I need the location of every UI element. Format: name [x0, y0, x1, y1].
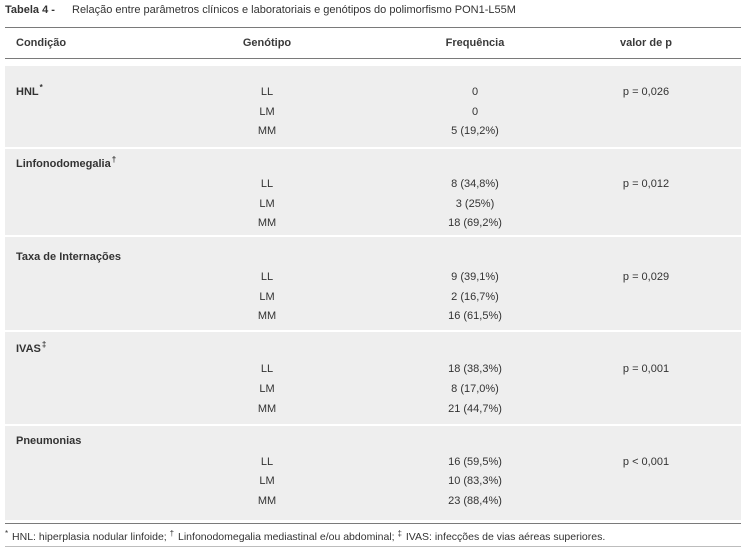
footnote-marker: † — [111, 155, 117, 165]
table-row — [5, 382, 741, 396]
caption-title: Relação entre parâmetros clínicos e laboratoriais e genótipos do polimorfismo PON1-L55M — [72, 4, 516, 16]
table-row — [5, 105, 741, 119]
frequency-cell: 2 (16,7%) — [451, 291, 499, 303]
header-p-value: valor de p — [620, 37, 672, 49]
condition-name — [16, 250, 121, 264]
footnote-marker: * — [39, 83, 43, 93]
p-value-cell: p = 0,012 — [622, 178, 670, 190]
genotype-cell: LL — [260, 178, 274, 190]
genotype-cell: LM — [259, 383, 275, 395]
footnote-marker: * — [5, 528, 9, 538]
frequency-cell: 0 — [471, 106, 479, 118]
group-ivas — [5, 332, 741, 424]
table-row — [5, 250, 741, 264]
table-row — [5, 216, 741, 230]
table-row — [5, 455, 741, 469]
genotype-cell: MM — [257, 217, 277, 229]
genotype-cell: LL — [260, 456, 274, 468]
header-bottom-rule — [5, 58, 741, 59]
table-row — [5, 177, 741, 191]
p-value-cell: p = 0,026 — [622, 86, 670, 98]
condition-name-text: IVAS — [16, 343, 41, 355]
table-row — [5, 434, 741, 448]
frequency-cell: 18 (69,2%) — [448, 217, 502, 229]
p-value-cell: p = 0,001 — [622, 363, 670, 375]
frequency-cell: 5 (19,2%) — [451, 125, 499, 137]
genotype-cell: LM — [259, 198, 275, 210]
group-taxa-de-internacoes — [5, 237, 741, 330]
table-row — [5, 309, 741, 323]
frequency-cell: 21 (44,7%) — [448, 403, 502, 415]
table-caption — [5, 3, 516, 17]
genotype-cell: MM — [257, 310, 277, 322]
footnote-bottom-rule — [5, 546, 741, 547]
genotype-cell: LM — [259, 291, 275, 303]
p-value-cell: p = 0,029 — [622, 271, 670, 283]
table-row — [5, 85, 741, 99]
footnote-marker: † — [169, 528, 175, 538]
table-footnote — [5, 530, 605, 544]
p-value-cell: p < 0,001 — [622, 456, 670, 468]
condition-name — [16, 157, 116, 171]
table-row — [5, 474, 741, 488]
frequency-cell: 16 (61,5%) — [448, 310, 502, 322]
frequency-cell: 3 (25%) — [455, 198, 495, 210]
genotype-cell: LM — [259, 475, 275, 487]
condition-name — [16, 342, 46, 356]
group-pneumonias — [5, 426, 741, 520]
table-top-rule — [5, 27, 741, 28]
condition-name-text: HNL — [16, 86, 39, 98]
table-row — [5, 362, 741, 376]
genotype-cell: LL — [260, 86, 274, 98]
table-header-row — [5, 36, 741, 50]
table-row — [5, 342, 741, 356]
table-row — [5, 290, 741, 304]
condition-name-text: Taxa de Internações — [16, 251, 121, 263]
frequency-cell: 8 (34,8%) — [451, 178, 499, 190]
table-row — [5, 197, 741, 211]
genotype-cell: MM — [257, 495, 277, 507]
table-row — [5, 402, 741, 416]
frequency-cell: 10 (83,3%) — [448, 475, 502, 487]
footnote-marker: ‡ — [397, 528, 402, 538]
frequency-cell: 18 (38,3%) — [448, 363, 502, 375]
footnote-marker: ‡ — [41, 340, 47, 350]
frequency-cell: 0 — [471, 86, 479, 98]
header-genotype: Genótipo — [242, 37, 292, 49]
frequency-cell: 23 (88,4%) — [448, 495, 502, 507]
footnote-text: HNL: hiperplasia nodular linfoide; — [9, 531, 170, 543]
table-row — [5, 270, 741, 284]
header-frequency: Frequência — [445, 37, 505, 49]
group-hnl — [5, 66, 741, 147]
condition-name-text: Pneumonias — [16, 435, 82, 447]
condition-name — [16, 85, 43, 99]
genotype-cell: MM — [257, 125, 277, 137]
footnote-text: Linfonodomegalia mediastinal e/ou abdominal; — [175, 531, 398, 543]
header-condition: Condição — [16, 37, 67, 49]
caption-label: Tabela 4 - — [5, 4, 55, 16]
condition-name-text: Linfonodomegalia — [16, 158, 111, 170]
table-row — [5, 157, 741, 171]
condition-name — [16, 434, 81, 448]
table-row — [5, 124, 741, 138]
frequency-cell: 9 (39,1%) — [451, 271, 499, 283]
genotype-cell: LM — [259, 106, 275, 118]
frequency-cell: 8 (17,0%) — [451, 383, 499, 395]
table-row — [5, 494, 741, 508]
genotype-cell: LL — [260, 271, 274, 283]
footnote-text: IVAS: infecções de vias aéreas superiores. — [402, 531, 606, 543]
genotype-cell: MM — [257, 403, 277, 415]
genotype-cell: LL — [260, 363, 274, 375]
group-linfonodomegalia — [5, 149, 741, 235]
frequency-cell: 16 (59,5%) — [448, 456, 502, 468]
table-bottom-rule — [5, 523, 741, 524]
